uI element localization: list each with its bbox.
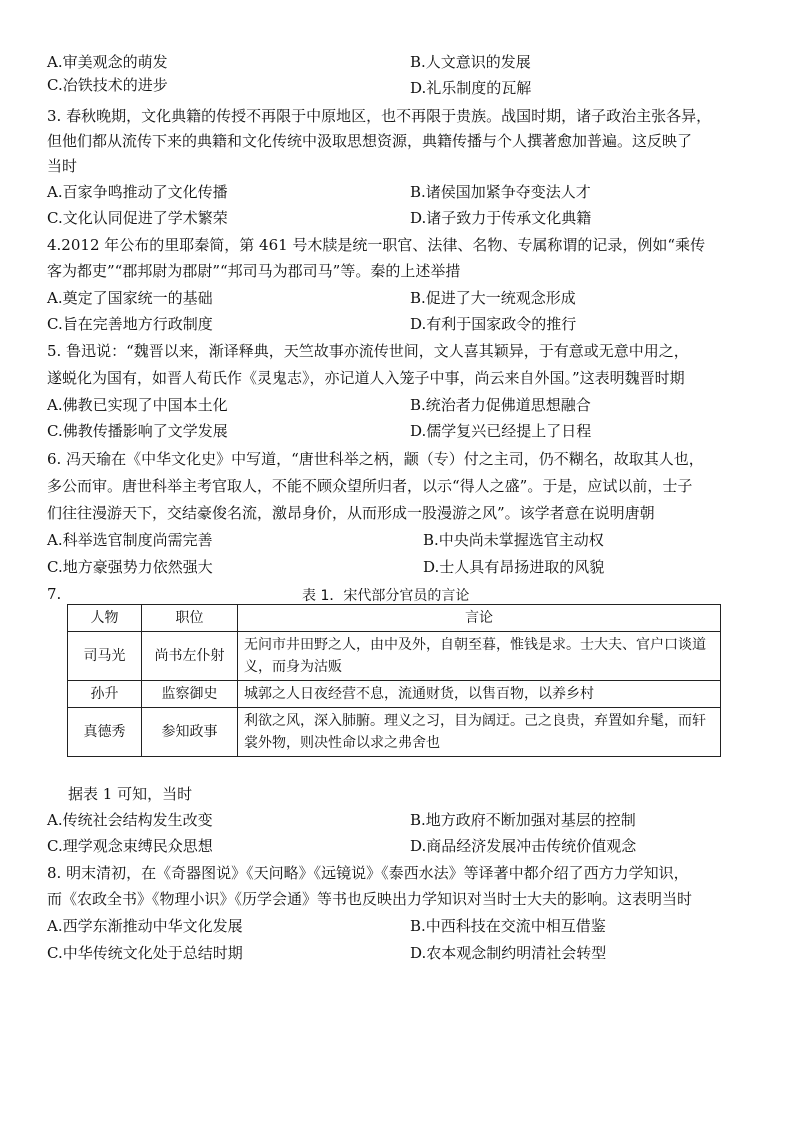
q7-option-a: A.传统社会结构发生改变 [47, 811, 213, 829]
q4-stem-line2: 客为都吏”“郡邦尉为郡尉”“邦司马为郡司马”等。秦的上述举措 [47, 262, 461, 280]
q7-number: 7. [47, 585, 62, 603]
q7-stem: 据表 1 可知，当时 [68, 785, 193, 803]
speech-line: 城郭之人日夜经营不息，流通财货，以售百物，以养乡村 [244, 686, 594, 702]
q8-stem-line2: 而《农政全书》《物理小识》《历学会通》等书也反映出力学知识对当时士大夫的影响。这表明当时 [47, 890, 693, 908]
table-caption: 表 1．宋代部分官员的言论 [302, 588, 470, 604]
header-post: 职位 [142, 605, 238, 632]
table-header-row [68, 605, 721, 632]
q5-option-b: B.统治者力促佛道思想融合 [410, 396, 591, 414]
table-row [68, 632, 721, 681]
q5-stem-line1: 5. 鲁迅说：“魏晋以来，渐译释典，天竺故事亦流传世间，文人喜其颖异，于有意或无意中用之， [47, 342, 689, 360]
table-row [68, 681, 721, 708]
cell-speech [238, 681, 721, 708]
cell-speech [238, 708, 721, 757]
q4-option-b: B.促进了大一统观念形成 [410, 289, 576, 307]
q3-option-b: B.诸侯国加紧争夺变法人才 [410, 183, 591, 201]
q6-stem-line1: 6. 冯天瑜在《中华文化史》中写道，“唐世科举之柄，颛（专）付之主司，仍不糊名，故取其人也， [47, 450, 704, 468]
speech-line: 义，而身为沽贩 [244, 659, 342, 675]
q3-option-d: D.诸子致力于传承文化典籍 [410, 209, 592, 227]
q2-option-c: C.冶铁技术的进步 [47, 76, 168, 94]
q3-stem-line3: 当时 [47, 157, 78, 175]
q6-option-a: A.科举选官制度尚需完善 [47, 531, 213, 549]
q3-option-c: C.文化认同促进了学术繁荣 [47, 209, 228, 227]
q5-option-a: A.佛教已实现了中国本土化 [47, 396, 228, 414]
q2-option-a: A.审美观念的萌发 [47, 53, 168, 71]
song-officials-table [67, 604, 721, 757]
q7-option-c: C.理学观念束缚民众思想 [47, 837, 213, 855]
cell-post: 尚书左仆射 [142, 632, 238, 681]
header-person: 人物 [68, 605, 142, 632]
cell-speech [238, 632, 721, 681]
q3-stem-line1: 3. 春秋晚期，文化典籍的传授不再限于中原地区，也不再限于贵族。战国时期，诸子政治主张各异， [47, 107, 712, 125]
speech-line: 裳外物，则决性命以求之弗舍也 [244, 735, 440, 751]
q3-stem-line2: 但他们都从流传下来的典籍和文化传统中汲取思想资源，典籍传播与个人撰著愈加普遍。这反映了 [47, 132, 693, 150]
q6-option-d: D.士人具有昂扬进取的风貌 [423, 558, 605, 576]
q8-option-d: D.农本观念制约明清社会转型 [410, 944, 607, 962]
q3-option-a: A.百家争鸣推动了文化传播 [47, 183, 228, 201]
q5-option-d: D.儒学复兴已经提上了日程 [410, 422, 592, 440]
q4-stem-line1: 4.2012 年公布的里耶秦简，第 461 号木牍是统一职官、法律、名物、专属称谓的记录，例如“乘传 [47, 236, 706, 254]
cell-post: 参知政事 [142, 708, 238, 757]
header-speech: 言论 [238, 605, 721, 632]
speech-line: 无问市井田野之人，由中及外，自朝至暮，惟钱是求。士大夫、官户口谈道 [244, 637, 706, 653]
q6-option-b: B.中央尚未掌握选官主动权 [423, 531, 604, 549]
q5-option-c: C.佛教传播影响了文学发展 [47, 422, 228, 440]
q6-option-c: C.地方豪强势力依然强大 [47, 558, 213, 576]
q7-option-b: B.地方政府不断加强对基层的控制 [410, 811, 636, 829]
q8-option-c: C.中华传统文化处于总结时期 [47, 944, 243, 962]
cell-person: 孙升 [68, 681, 142, 708]
q8-stem-line1: 8. 明末清初，在《奇器图说》《天问略》《远镜说》《泰西水法》等译著中都介绍了西方力学知识， [47, 864, 689, 882]
q2-option-d: D.礼乐制度的瓦解 [410, 79, 532, 97]
q8-option-b: B.中西科技在交流中相互借鉴 [410, 917, 606, 935]
q4-option-c: C.旨在完善地方行政制度 [47, 315, 213, 333]
q7-option-d: D.商品经济发展冲击传统价值观念 [410, 837, 637, 855]
q5-stem-line2: 遂蜕化为国有，如晋人荀氏作《灵鬼志》，亦记道人入笼子中事，尚云来自外国。”这表明魏晋时期 [47, 369, 685, 387]
q6-stem-line3: 们往往漫游天下，交结豪俊名流，激昂身价，从而形成一股漫游之风”。该学者意在说明唐朝 [47, 504, 655, 522]
speech-line: 利欲之风，深入肺腑。理义之习，目为阔迂。己之良贵，弃置如弁髦，而轩 [244, 713, 706, 729]
cell-person: 真德秀 [68, 708, 142, 757]
cell-person: 司马光 [68, 632, 142, 681]
cell-post: 监察御史 [142, 681, 238, 708]
q2-option-b: B.人文意识的发展 [410, 53, 531, 71]
q4-option-a: A.奠定了国家统一的基础 [47, 289, 213, 307]
table-row [68, 708, 721, 757]
q4-option-d: D.有利于国家政令的推行 [410, 315, 577, 333]
q6-stem-line2: 多公而审。唐世科举主考官取人，不能不顾众望所归者，以示“得人之盛”。于是，应试以前，士子 [47, 477, 693, 495]
q8-option-a: A.西学东渐推动中华文化发展 [47, 917, 243, 935]
